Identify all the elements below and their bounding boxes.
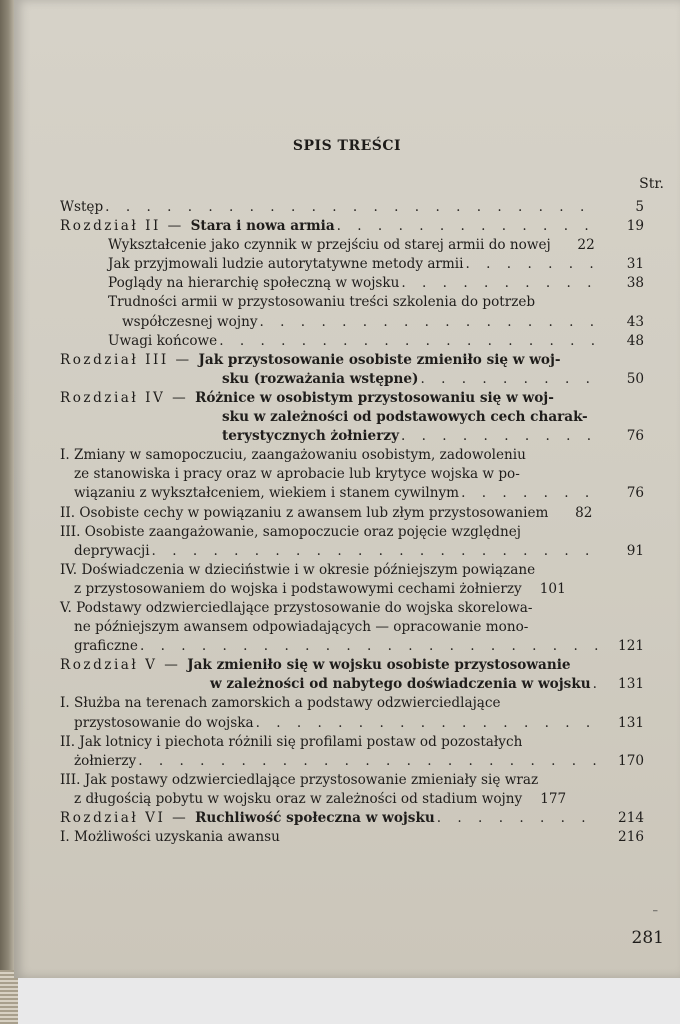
book-spine	[0, 0, 14, 985]
toc-chapter: Rozdział VI — Ruchliwość społeczna w wojsku . . . 214	[60, 809, 644, 828]
toc-section: I. Zmiany w samopoczuciu, zaangażowaniu osobistym, zadowoleniu ze stanowiska i pracy oraz w aprobacie lub krytyce wojska w po- wiązaniu z wykształceniem, wiekiem i stanem cywilnym . . . 76	[60, 446, 644, 503]
toc-section: III. Jak postawy odzwierciedlające przystosowanie zmieniały się wraz z długością pobytu w wojsku oraz w zależności od stadium wojny 177	[60, 771, 567, 807]
toc-entry: Wykształcenie jako czynnik w przejściu od starej armii do nowej 22	[108, 237, 595, 254]
page-edges	[0, 970, 18, 1024]
toc-entry: Uwagi końcowe . . . 48	[60, 332, 644, 351]
page-column-label: Str.	[639, 176, 664, 192]
toc-chapter: Rozdział V — Jak zmieniło się w wojsku osobiste przystosowanie w zależności od nabytego doświadczenia w wojsku . . . 131	[60, 656, 644, 694]
toc-chapter: Rozdział IV — Różnice w osobistym przystosowaniu się w woj- sku w zależności od podstawowych cech charak- terystycznych żołnierzy . . . 76	[60, 389, 644, 446]
toc-section: II. Osobiste cechy w powiązaniu z awansem lub złym przystosowaniem 82	[60, 504, 593, 521]
toc-entry: Trudności armii w przystosowaniu treści szkolenia do potrzeb współczesnej wojny . . . 43	[60, 293, 644, 331]
divider-mark: –	[652, 904, 658, 917]
toc-chapter: Rozdział II — Stara i nowa armia . . . 19	[60, 217, 644, 236]
toc-section: IV. Doświadczenia w dzieciństwie i w okresie późniejszym powiązane z przystosowaniem do wojska i podstawowymi cechami żołnierzy 101	[60, 561, 566, 597]
toc-chapter: Rozdział III — Jak przystosowanie osobiste zmieniło się w woj- sku (rozważania wstępne) . . . 50	[60, 351, 644, 389]
table-of-contents	[60, 198, 644, 847]
page-title: SPIS TREŚCI	[292, 138, 402, 154]
page-number: 281	[631, 928, 664, 948]
toc-section: I. Możliwości uzyskania awansu 216	[60, 829, 644, 846]
toc-section: II. Jak lotnicy i piechota różnili się profilami postaw od pozostałych żołnierzy . . . 170	[60, 733, 644, 771]
toc-entry: Poglądy na hierarchię społeczną w wojsku . . . 38	[60, 274, 644, 293]
toc-section: I. Służba na terenach zamorskich a podstawy odzwierciedlające przystosowanie do wojska . . . 131	[60, 694, 644, 732]
book-page	[14, 0, 680, 978]
background-surface	[0, 978, 680, 1024]
toc-section: III. Osobiste zaangażowanie, samopoczucie oraz pojęcie względnej deprywacji . . . 91	[60, 523, 644, 561]
toc-section: V. Podstawy odzwierciedlające przystosowanie do wojska skorelowa- ne późniejszym awansem odpowiadających — opracowanie mono- graficzne . . . 121	[60, 599, 644, 656]
toc-entry: Jak przyjmowali ludzie autorytatywne metody armii . . . 31	[60, 255, 644, 274]
toc-entry: Wstęp . . . 5	[60, 198, 644, 217]
